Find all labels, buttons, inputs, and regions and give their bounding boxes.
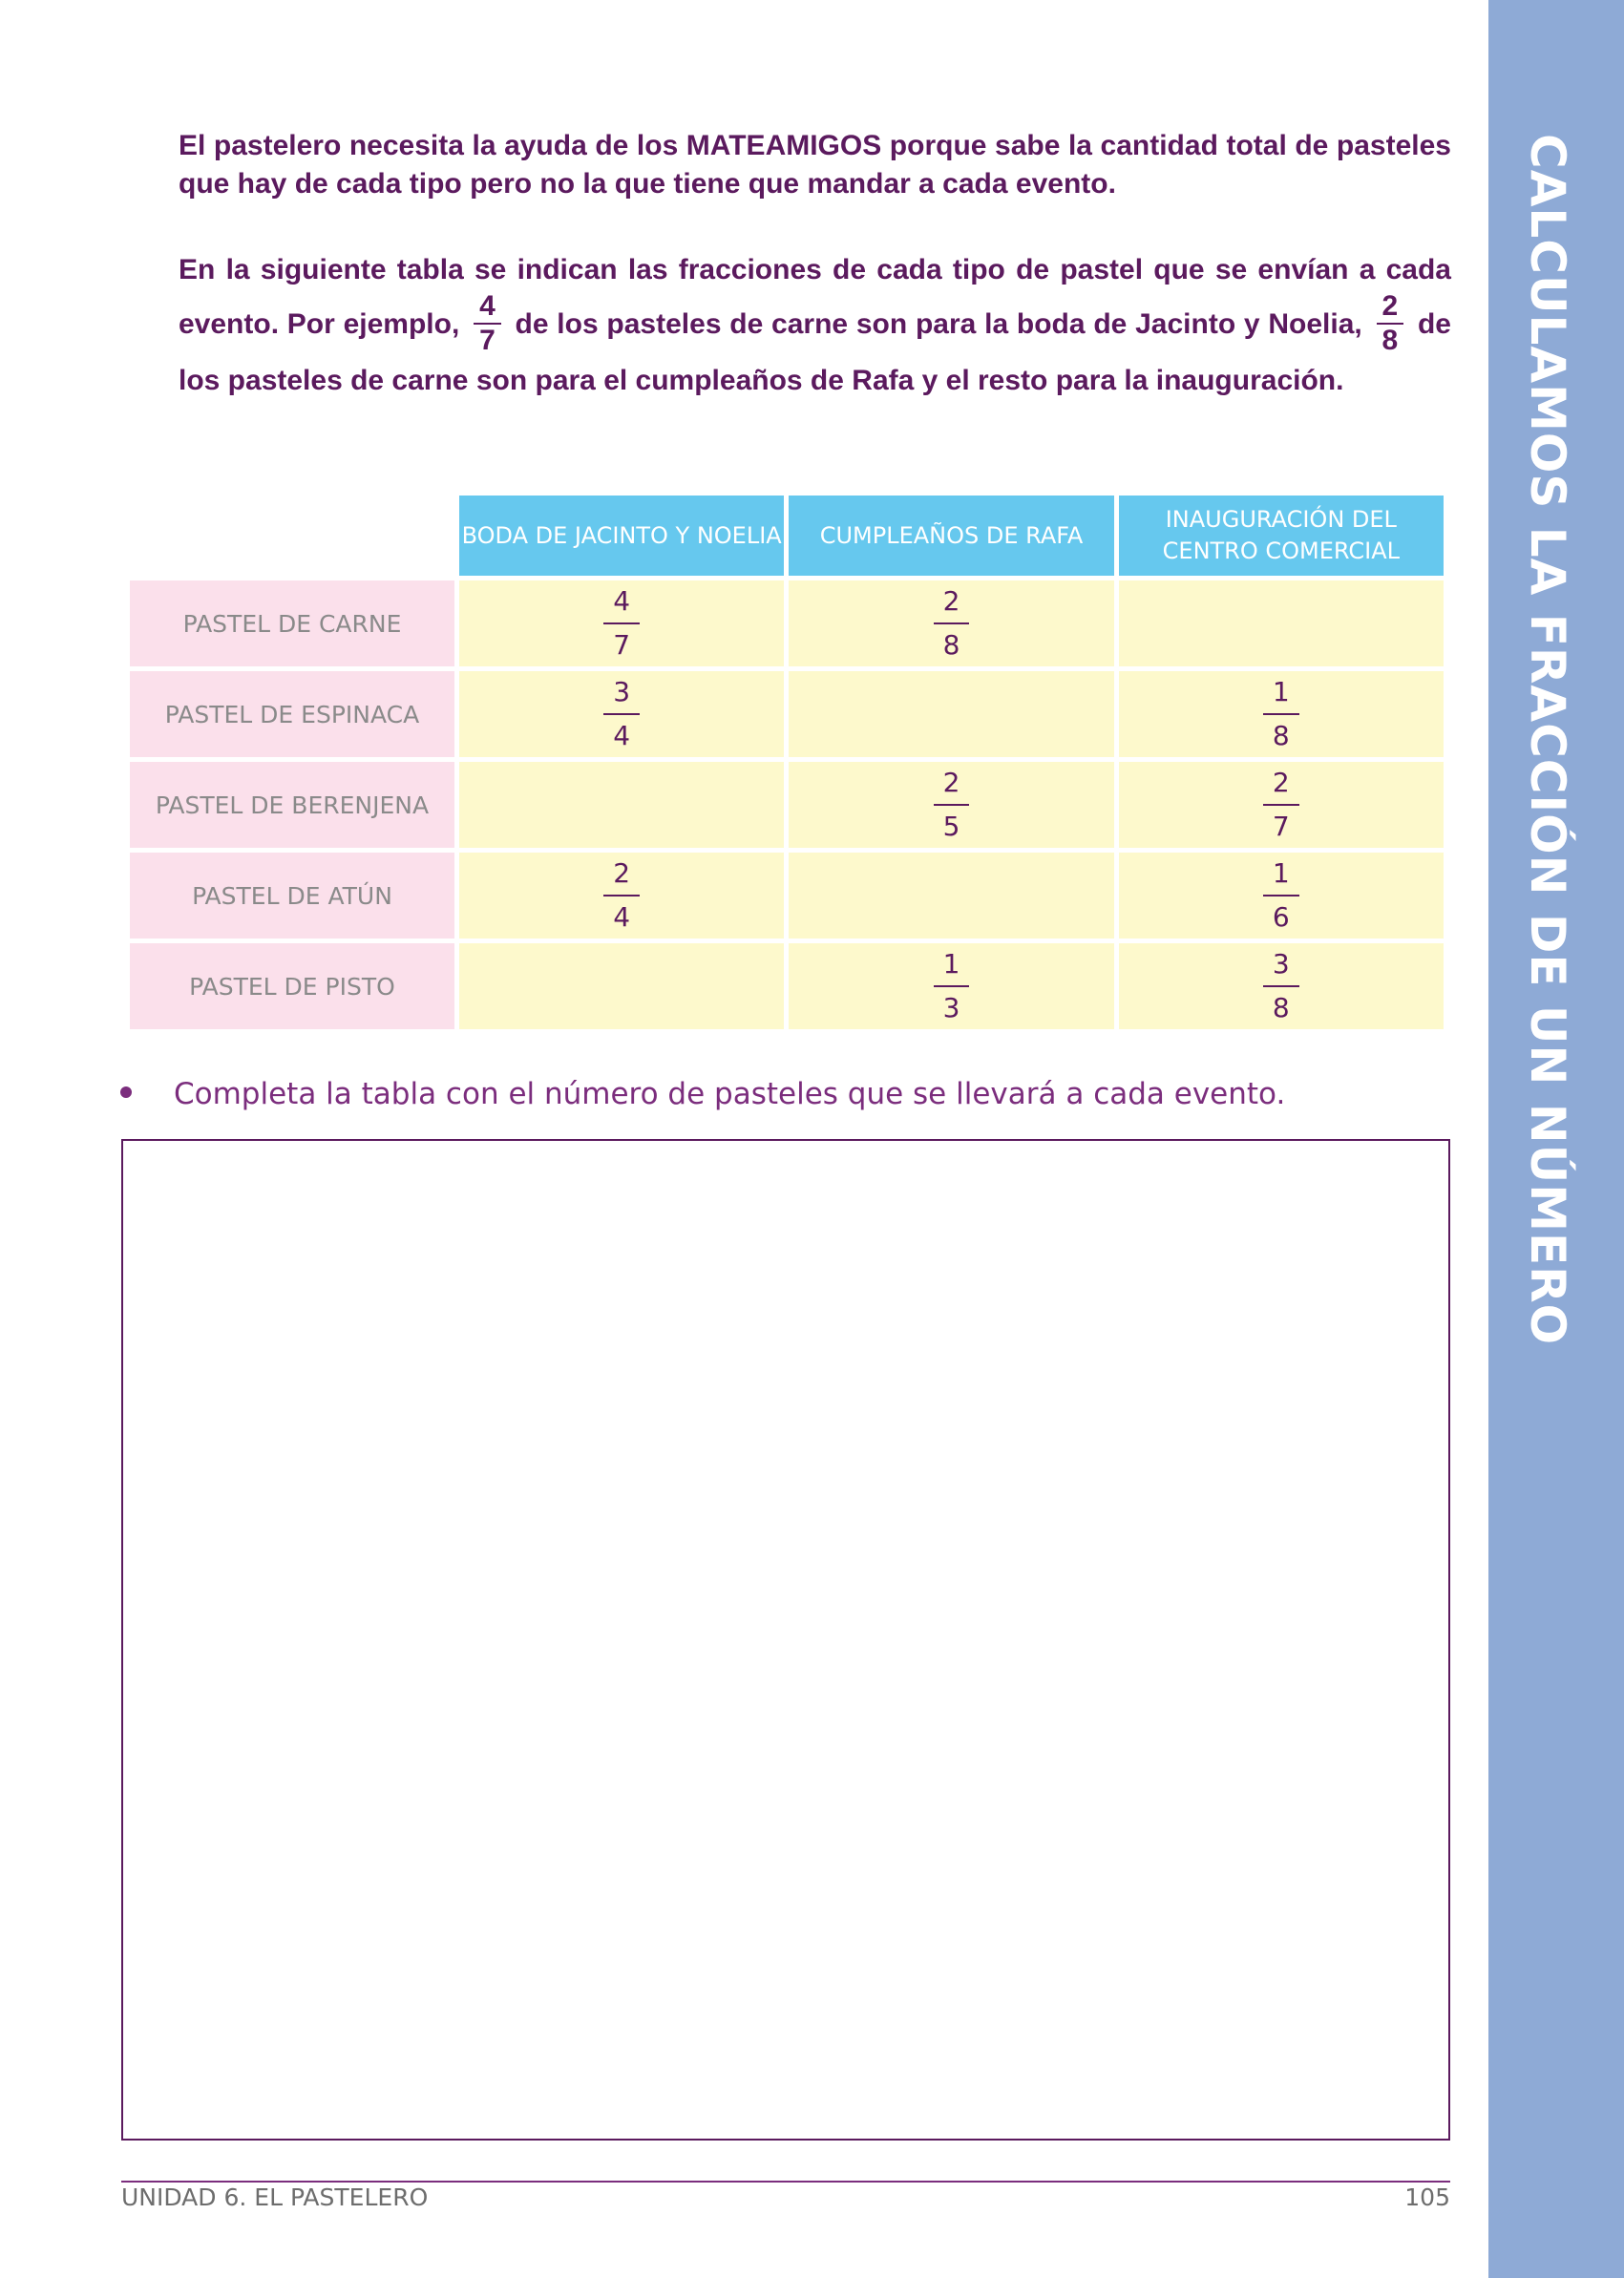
fraction-denominator: 8 [942, 629, 960, 661]
table-cell [789, 762, 1113, 848]
fractions-table [125, 491, 1448, 1034]
footer-divider [121, 2181, 1450, 2183]
fraction-denominator: 3 [942, 992, 960, 1023]
row-label: PASTEL DE CARNE [130, 580, 454, 666]
table-cell [459, 671, 784, 757]
table-cell [1119, 853, 1444, 939]
fraction [1263, 676, 1299, 751]
fraction [603, 857, 640, 933]
table-row [130, 762, 1444, 848]
fraction [1263, 857, 1299, 933]
table-row [130, 580, 1444, 666]
fraction-numerator: 1 [1263, 860, 1299, 896]
fraction-denominator: 7 [479, 325, 496, 356]
column-header: BODA DE JACINTO Y NOELIA [459, 496, 784, 576]
table-cell [459, 943, 784, 1029]
table-cell [459, 853, 784, 939]
fraction-denominator: 7 [1272, 811, 1290, 842]
fraction [934, 948, 970, 1023]
column-header: CUMPLEAÑOS DE RAFA [789, 496, 1113, 576]
fraction-denominator: 8 [1272, 992, 1290, 1023]
table-cell [1119, 580, 1444, 666]
bullet-icon [120, 1086, 132, 1098]
table-cell [789, 671, 1113, 757]
fraction-denominator: 5 [942, 811, 960, 842]
section-title: CALCULAMOS LA FRACCIÓN DE UN NÚMERO [1520, 134, 1575, 1346]
fraction [603, 676, 640, 751]
intro-text-part-1: En la siguiente tabla se indican las fracciones de cada tipo de pastel que se envían a cada evento. Por ejemplo, [179, 254, 1451, 340]
fraction-numerator: 3 [603, 679, 640, 715]
table-row [130, 943, 1444, 1029]
inline-fraction-1 [474, 292, 501, 355]
fraction [603, 585, 640, 661]
page-number: 105 [1404, 2183, 1450, 2211]
table-cell [1119, 671, 1444, 757]
row-label: PASTEL DE ESPINACA [130, 671, 454, 757]
task-text: Completa la tabla con el número de pasteles que se llevará a cada evento. [174, 1077, 1286, 1111]
footer-unit-title: UNIDAD 6. EL PASTELERO [121, 2183, 429, 2211]
fraction-numerator: 2 [934, 588, 970, 624]
fraction-denominator: 6 [1272, 901, 1290, 933]
table-cell [459, 762, 784, 848]
fraction-numerator: 4 [603, 588, 640, 624]
table-cell [789, 580, 1113, 666]
fraction [1263, 767, 1299, 842]
fraction-denominator: 4 [613, 901, 631, 933]
column-header: INAUGURACIÓN DEL CENTRO COMERCIAL [1119, 496, 1444, 576]
row-label: PASTEL DE PISTO [130, 943, 454, 1029]
table-cell [789, 943, 1113, 1029]
table-body [130, 580, 1444, 1029]
fraction [934, 767, 970, 842]
intro-text-part-3: de los pasteles de carne son para el cumpleaños de Rafa y el resto para la inauguración. [179, 307, 1451, 396]
fraction-denominator: 7 [613, 629, 631, 661]
fraction-denominator: 8 [1272, 720, 1290, 751]
fraction [1263, 948, 1299, 1023]
fraction [934, 585, 970, 661]
fraction-denominator: 8 [1381, 325, 1399, 356]
intro-paragraph-1: El pastelero necesita la ayuda de los MATEAMIGOS porque sabe la cantidad total de pasteles que hay de cada tipo pero no la que tiene que mandar a cada evento. [179, 130, 1451, 200]
table-cell [789, 853, 1113, 939]
intro-paragraph-2 [179, 246, 1451, 405]
fraction-numerator: 2 [934, 770, 970, 806]
fraction-numerator: 4 [474, 292, 501, 325]
table-cell [1119, 943, 1444, 1029]
inline-fraction-2 [1377, 292, 1404, 355]
table-cell [1119, 762, 1444, 848]
intro-text-part-2: de los pasteles de carne son para la boda de Jacinto y Noelia, [515, 307, 1362, 340]
row-label: PASTEL DE ATÚN [130, 853, 454, 939]
table-row [130, 853, 1444, 939]
table-row [130, 671, 1444, 757]
fraction-denominator: 4 [613, 720, 631, 751]
fraction-numerator: 3 [1263, 951, 1299, 987]
fraction-numerator: 2 [1377, 292, 1404, 325]
fraction-numerator: 1 [934, 951, 970, 987]
row-label: PASTEL DE BERENJENA [130, 762, 454, 848]
fraction-numerator: 2 [603, 860, 640, 896]
table-cell [459, 580, 784, 666]
fraction-numerator: 2 [1263, 770, 1299, 806]
answer-area[interactable] [121, 1139, 1450, 2141]
table-header-row [130, 496, 1444, 576]
fraction-numerator: 1 [1263, 679, 1299, 715]
task-instruction [120, 1077, 1285, 1111]
table-corner [130, 496, 454, 576]
